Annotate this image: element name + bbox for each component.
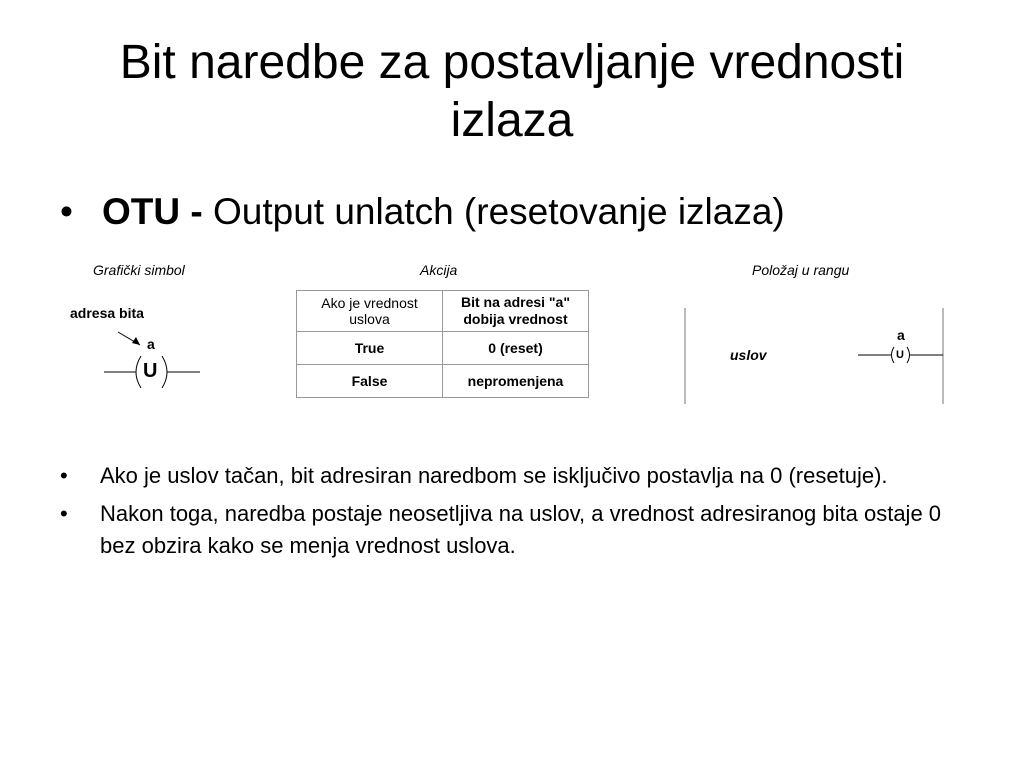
action-table bbox=[296, 290, 589, 398]
address-bit-label: adresa bita bbox=[70, 305, 144, 321]
rung-coil-letter: U bbox=[896, 349, 904, 361]
table-row bbox=[297, 365, 589, 398]
caption-action: Akcija bbox=[420, 262, 458, 278]
list-item bbox=[60, 460, 970, 492]
instruction-description: Output unlatch (resetovanje izlaza) bbox=[202, 191, 785, 232]
table-header-result: Bit na adresi "a" dobija vrednost bbox=[443, 291, 589, 332]
bullet-dot: • bbox=[60, 191, 73, 232]
caption-graphic-symbol: Grafički simbol bbox=[93, 262, 185, 278]
table-header-condition: Ako je vrednost uslova bbox=[297, 291, 443, 332]
rung-coil-left-bracket bbox=[892, 347, 895, 363]
bullet-text: Ako je uslov tačan, bit adresiran naredbom se isključivo postavlja na 0 (resetuje). bbox=[100, 463, 888, 488]
list-item bbox=[60, 498, 970, 562]
coil-left-bracket bbox=[136, 356, 141, 388]
table-cell-result: 0 (reset) bbox=[443, 332, 589, 365]
caption-rung-position: Položaj u rangu bbox=[752, 262, 850, 278]
rung-condition-label: uslov bbox=[730, 347, 767, 363]
rung-bit-label: a bbox=[897, 327, 905, 343]
detail-bullet-list bbox=[60, 460, 970, 568]
instruction-name: OTU - bbox=[102, 191, 203, 232]
coil-right-bracket bbox=[162, 356, 167, 388]
table-row bbox=[297, 332, 589, 365]
rung-coil-right-bracket bbox=[907, 347, 910, 363]
address-pointer-arrow-icon bbox=[132, 337, 140, 345]
address-pointer-line bbox=[118, 332, 140, 345]
table-cell-condition: True bbox=[297, 332, 443, 365]
bullet-dot: • bbox=[60, 463, 68, 488]
table-header-row bbox=[297, 291, 589, 332]
coil-letter: U bbox=[143, 360, 158, 382]
symbol-bit-label: a bbox=[147, 336, 155, 352]
bullet-text: Nakon toga, naredba postaje neosetljiva na uslov, a vrednost adresiranog bita ostaje 0 bez obzira kako se menja vrednost uslova. bbox=[100, 501, 942, 558]
slide-title: Bit naredbe za postavljanje vrednosti izlaza bbox=[119, 36, 905, 147]
table-cell-result: nepromenjena bbox=[443, 365, 589, 398]
bullet-dot: • bbox=[60, 501, 68, 526]
main-bullet bbox=[60, 190, 785, 234]
table-cell-condition: False bbox=[297, 365, 443, 398]
